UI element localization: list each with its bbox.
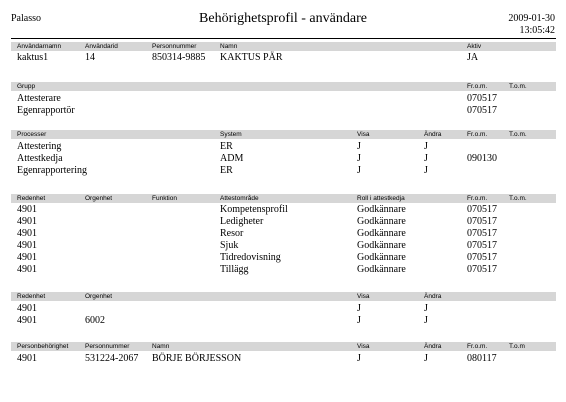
table-cell: 4901	[17, 240, 37, 251]
table-cell: Ledigheter	[220, 216, 264, 227]
table-cell: 070517	[467, 204, 497, 215]
table-cell: 070517	[467, 216, 497, 227]
column-header: Fr.o.m.	[467, 131, 488, 138]
column-header: Attestområde	[220, 195, 259, 202]
column-header: Orgenhet	[85, 293, 113, 300]
table-cell: Godkännare	[357, 204, 406, 215]
table-cell: 4901	[17, 303, 37, 314]
column-header: Redenhet	[17, 293, 46, 300]
column-header: Redenhet	[17, 195, 46, 202]
table-cell: Godkännare	[357, 228, 406, 239]
column-header: Fr.o.m.	[467, 343, 488, 350]
column-header: Aktiv	[467, 43, 482, 50]
table-cell: Egenrapportör	[17, 105, 75, 116]
table-cell: 080117	[467, 353, 497, 364]
table-row	[0, 240, 566, 252]
table-cell: 4901	[17, 264, 37, 275]
table-cell: Godkännare	[357, 216, 406, 227]
table-row	[0, 252, 566, 264]
table-cell: J	[357, 303, 361, 314]
table-row	[0, 93, 566, 105]
column-header: Fr.o.m.	[467, 83, 488, 90]
table-cell: 850314-9885	[152, 52, 206, 63]
table-row	[0, 105, 566, 117]
report-title: Behörighetsprofil - användare	[199, 11, 367, 26]
table-cell: 6002	[85, 315, 105, 326]
table-cell: J	[424, 141, 428, 152]
table-row	[0, 264, 566, 276]
table-cell: 090130	[467, 153, 497, 164]
table-cell: Godkännare	[357, 252, 406, 263]
column-header: Ändra	[424, 293, 442, 300]
table-cell: J	[357, 153, 361, 164]
table-cell: Resor	[220, 228, 244, 239]
table-cell: J	[357, 165, 361, 176]
table-cell: kaktus1	[17, 52, 49, 63]
table-cell: 4901	[17, 315, 37, 326]
table-row	[0, 153, 566, 165]
column-header: Personnummer	[152, 43, 197, 50]
column-header: T.o.m.	[509, 195, 527, 202]
table-cell: Sjuk	[220, 240, 239, 251]
table-cell: Tidredovisning	[220, 252, 281, 263]
table-cell: Egenrapportering	[17, 165, 87, 176]
table-cell: J	[424, 165, 428, 176]
table-cell: ADM	[220, 153, 244, 164]
column-header: T.o.m.	[509, 83, 527, 90]
table-cell: Godkännare	[357, 240, 406, 251]
table-cell: 070517	[467, 93, 497, 104]
table-cell: Attestering	[17, 141, 62, 152]
table-cell: 4901	[17, 216, 37, 227]
column-header: T.o.m	[509, 343, 525, 350]
table-cell: ER	[220, 165, 233, 176]
table-row	[0, 353, 566, 365]
table-cell: 531224-2067	[85, 353, 139, 364]
table-cell: J	[424, 353, 428, 364]
column-header: System	[220, 131, 242, 138]
header-rule	[11, 38, 556, 39]
column-header: Användarnamn	[17, 43, 62, 50]
table-cell: 070517	[467, 228, 497, 239]
column-header: Fr.o.m.	[467, 195, 488, 202]
column-header: Ändra	[424, 343, 442, 350]
column-header: Ändra	[424, 131, 442, 138]
table-cell: J	[424, 315, 428, 326]
processes-header-bar	[11, 130, 556, 139]
table-cell: ER	[220, 141, 233, 152]
table-cell: 070517	[467, 105, 497, 116]
table-cell: J	[357, 353, 361, 364]
table-cell: JA	[467, 52, 479, 63]
table-cell: 4901	[17, 204, 37, 215]
table-cell: BÖRJE BÖRJESSON	[152, 353, 242, 364]
table-row	[0, 315, 566, 327]
table-row	[0, 204, 566, 216]
column-header: Visa	[357, 131, 370, 138]
column-header: Funktion	[152, 195, 177, 202]
table-cell: J	[357, 315, 361, 326]
table-cell: Attesterare	[17, 93, 61, 104]
user-header-bar	[11, 42, 556, 51]
functions-header-bar	[11, 194, 556, 203]
column-header: Användarid	[85, 43, 118, 50]
table-cell: Attestkedja	[17, 153, 63, 164]
table-row	[0, 303, 566, 315]
column-header: Visa	[357, 293, 370, 300]
table-cell: J	[424, 153, 428, 164]
report-timestamp	[508, 13, 555, 37]
table-cell: J	[357, 141, 361, 152]
column-header: Namn	[220, 43, 238, 50]
company-name: Palasso	[11, 13, 41, 24]
column-header: Processer	[17, 131, 47, 138]
table-cell: 070517	[467, 240, 497, 251]
table-cell: J	[424, 303, 428, 314]
table-cell: 070517	[467, 252, 497, 263]
persons-header-bar	[11, 342, 556, 351]
column-header: Grupp	[17, 83, 36, 90]
table-cell: 070517	[467, 264, 497, 275]
report-date: 2009-01-30	[508, 13, 555, 24]
table-cell: KAKTUS PÄR	[220, 52, 283, 63]
table-row	[0, 141, 566, 153]
table-row	[0, 52, 566, 64]
column-header: T.o.m.	[509, 131, 527, 138]
table-cell: Tillägg	[220, 264, 249, 275]
table-cell: 14	[85, 52, 95, 63]
column-header: Orgenhet	[85, 195, 113, 202]
table-cell: Godkännare	[357, 264, 406, 275]
groups-header-bar	[11, 82, 556, 91]
table-cell: 4901	[17, 228, 37, 239]
table-cell: 4901	[17, 353, 37, 364]
units-header-bar	[11, 292, 556, 301]
column-header: Visa	[357, 343, 370, 350]
table-row	[0, 165, 566, 177]
column-header: Personbehörighet	[17, 343, 69, 350]
column-header: Namn	[152, 343, 170, 350]
column-header: Roll i attestkedja	[357, 195, 405, 202]
table-cell: Kompetensprofil	[220, 204, 288, 215]
column-header: Personnummer	[85, 343, 130, 350]
table-row	[0, 216, 566, 228]
table-row	[0, 228, 566, 240]
report-time: 13:05:42	[519, 25, 555, 36]
table-cell: 4901	[17, 252, 37, 263]
